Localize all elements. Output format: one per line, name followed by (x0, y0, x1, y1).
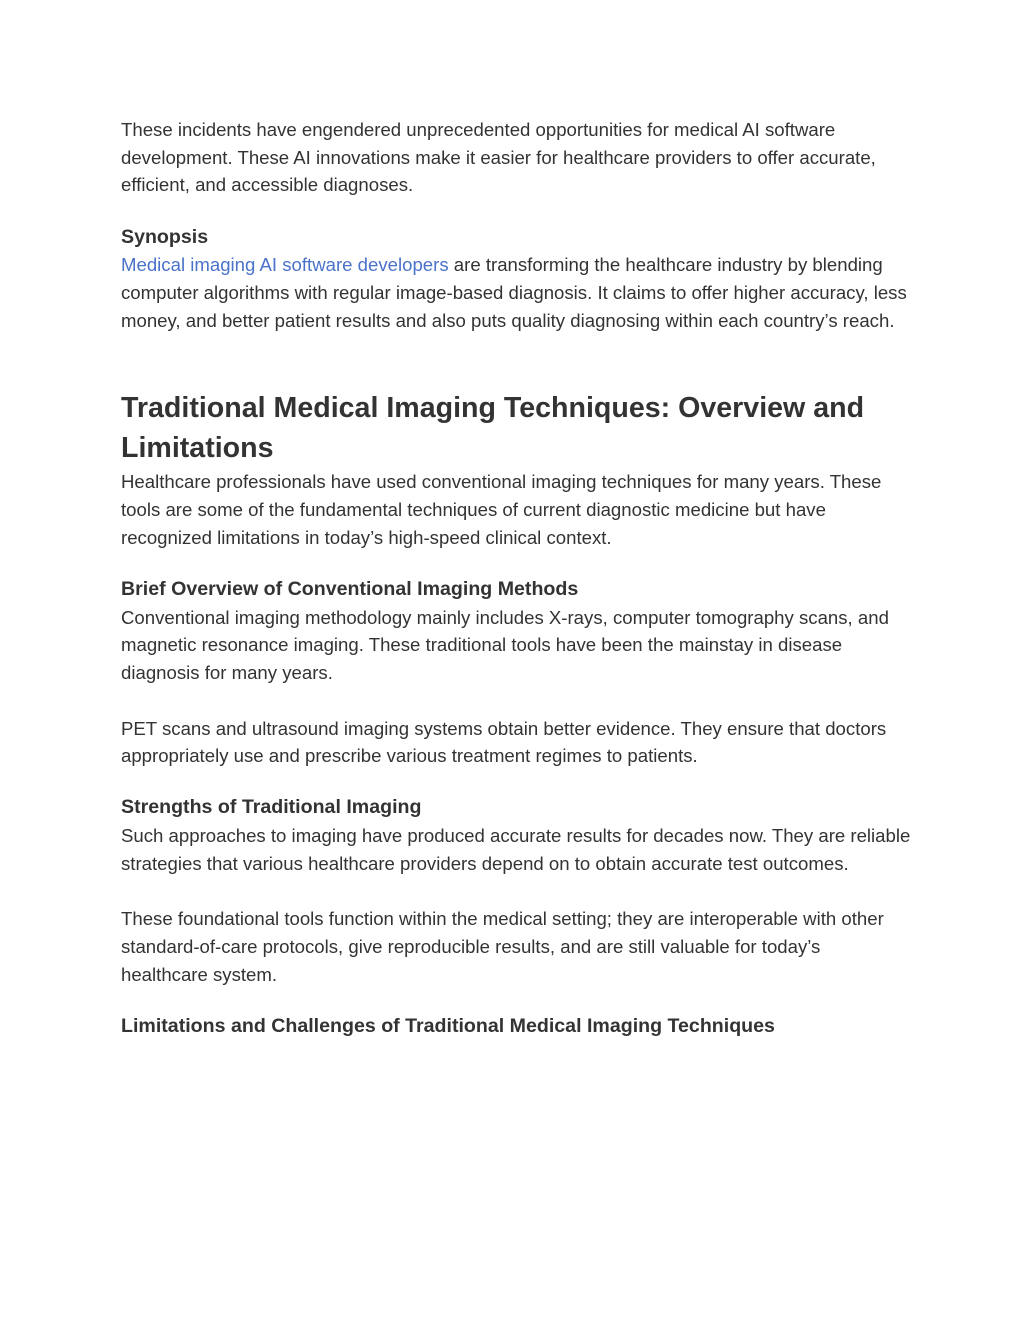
synopsis-heading: Synopsis (121, 225, 209, 248)
strengths-paragraph-1: Such approaches to imaging have produced accurate results for decades now. They are reliable strategies that various healthcare providers depend on to obtain accurate test outcomes. (121, 825, 911, 874)
overview-paragraph-1: Conventional imaging methodology mainly includes X-rays, computer tomography scans, and magnetic resonance imaging. These traditional tools have been the mainstay in disease diagnosis for many years. (121, 606, 889, 684)
limitations-heading: Limitations and Challenges of Traditional Medical Imaging Techniques (121, 1014, 775, 1037)
strengths-heading: Strengths of Traditional Imaging (121, 796, 422, 819)
synopsis-body: are transforming the healthcare industry by blending computer algorithms with regular image-based diagnosis. It claims to offer higher accuracy, less money, and better patient results and also puts quality diagnosing within each country’s reach. (121, 254, 907, 331)
synopsis-link[interactable]: Medical imaging AI software developers (121, 254, 449, 276)
section-heading: Traditional Medical Imaging Techniques: Overview and Limitations (121, 392, 865, 464)
document-page (121, 116, 911, 1041)
overview-paragraph-2: PET scans and ultrasound imaging systems obtain better evidence. They ensure that doctors appropriately use and prescribe various treatment regimes to patients. (121, 717, 887, 767)
strengths-paragraph-2: These foundational tools function within the medical setting; they are interoperable with other standard-of-care protocols, give reproducible results, and are still valuable for today’s healthcare system. (121, 908, 884, 985)
synopsis-paragraph (121, 251, 911, 334)
section-intro: Healthcare professionals have used conventional imaging techniques for many years. These tools are some of the fundamental techniques of current diagnostic medicine but have recognized limitations in today’s high-speed clinical context. (121, 471, 882, 548)
overview-heading: Brief Overview of Conventional Imaging Methods (121, 578, 579, 601)
intro-paragraph: These incidents have engendered unprecedented opportunities for medical AI software development. These AI innovations make it easier for healthcare providers to offer accurate, efficient, and accessible diagnoses. (121, 119, 876, 196)
